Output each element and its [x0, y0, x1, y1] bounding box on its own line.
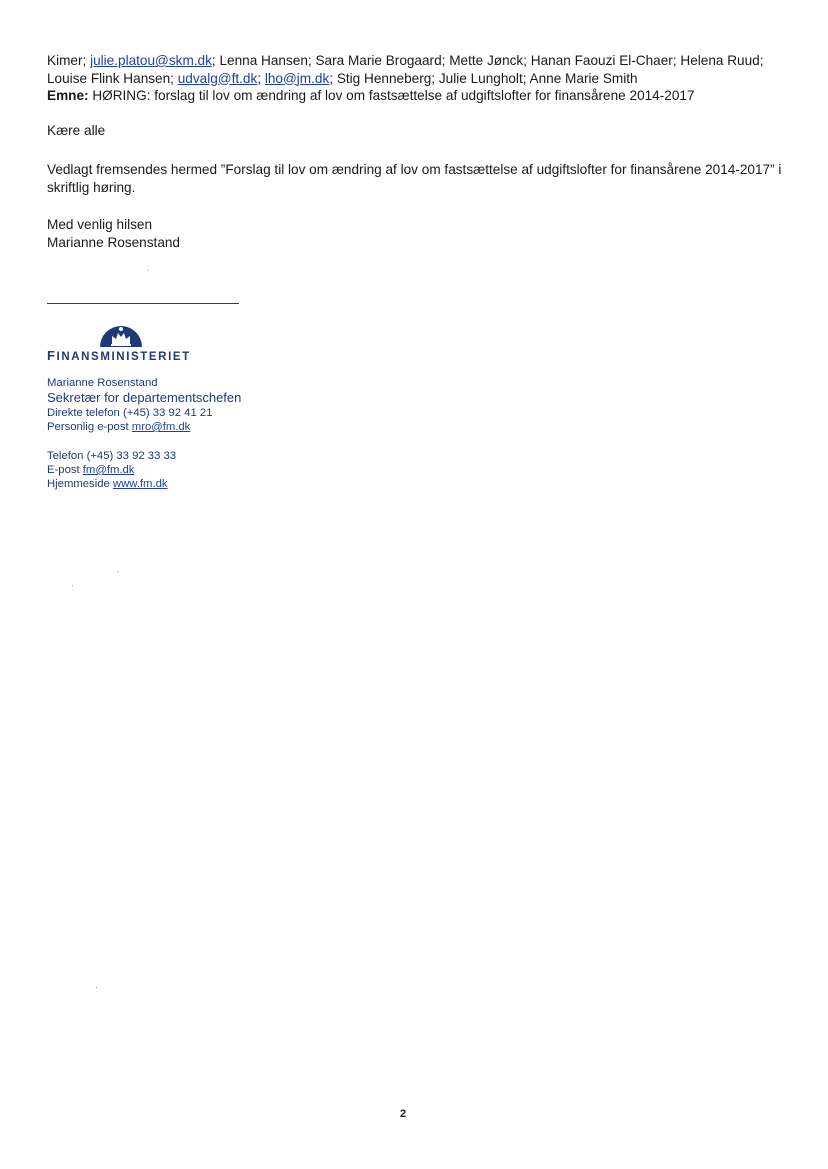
signature-divider — [47, 303, 239, 304]
scan-speck — [117, 571, 118, 572]
recipient-text: ; Stig Henneberg; Julie Lungholt; Anne Marie Smith — [329, 70, 638, 86]
signature-personal-email: Personlig e-post mro@fm.dk — [47, 421, 191, 433]
recipient-email-link[interactable]: udvalg@ft.dk — [177, 70, 258, 86]
signature-office-block — [47, 449, 176, 491]
signature-name: Marianne Rosenstand — [47, 377, 158, 389]
signature-title: Sekretær for departementschefen — [47, 390, 242, 405]
recipients-line-1 — [47, 52, 787, 70]
recipient-text: ; Lenna Hansen; Sara Marie Brogaard; Mette Jønck; Hanan Faouzi El-Chaer; Helena Ruud; — [211, 53, 764, 68]
greeting: Kære alle — [47, 123, 106, 138]
scan-speck — [72, 585, 73, 586]
office-email-link[interactable]: fm@fm.dk — [82, 464, 135, 476]
personal-email-link[interactable]: mro@fm.dk — [131, 421, 191, 433]
subject-text: HØRING: forslag til lov om ændring af lov om fastsættelse af udgiftslofter for finansårene 2014-2017 — [88, 88, 695, 103]
scan-speck — [148, 270, 149, 271]
recipient-email-link[interactable]: lho@jm.dk — [264, 70, 330, 86]
signature-phone: Telefon (+45) 33 92 33 33 — [47, 450, 177, 462]
closing-name: Marianne Rosenstand — [47, 234, 180, 250]
website-link[interactable]: www.fm.dk — [112, 478, 168, 490]
signature-contact-block — [47, 376, 241, 434]
crown-logo-icon — [98, 320, 144, 348]
logo-wordmark: FINANSMINISTERIET — [47, 348, 191, 363]
body-paragraph: Vedlagt fremsendes hermed ”Forslag til lov om ændring af lov om fastsættelse af udgiftslofter for finansårene 2014-2017” i skriftlig høring. — [47, 162, 782, 195]
closing — [47, 216, 787, 251]
page-number: 2 — [400, 1108, 407, 1120]
recipient-text: Kimer; — [47, 53, 91, 68]
recipients-line-2 — [47, 70, 787, 88]
scan-speck — [96, 987, 97, 988]
recipient-text: Louise Flink Hansen; — [47, 70, 178, 86]
signature-direct-phone: Direkte telefon (+45) 33 92 41 21 — [47, 407, 213, 419]
recipient-email-link[interactable]: julie.platou@skm.dk — [90, 53, 212, 68]
email-header — [47, 52, 787, 105]
subject-line — [47, 87, 787, 105]
closing-phrase: Med venlig hilsen — [47, 217, 153, 232]
signature-website: Hjemmeside www.fm.dk — [47, 478, 168, 490]
subject-label: Emne: — [47, 88, 89, 103]
recipient-separator: ; — [257, 70, 265, 86]
signature-email: E-post fm@fm.dk — [47, 464, 135, 476]
